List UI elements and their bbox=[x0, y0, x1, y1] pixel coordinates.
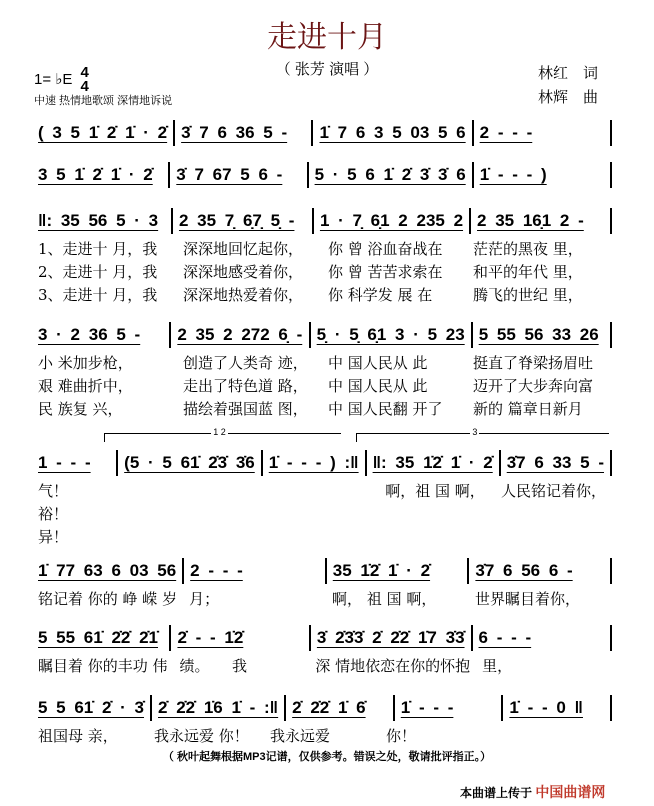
lyric-segment: 2、走进十 月，我 bbox=[38, 263, 158, 281]
lyric-segment: 新的 篇章日新月 bbox=[473, 400, 583, 418]
lyric-segment: 深深地回忆起你， bbox=[183, 240, 304, 258]
measure: 1̇ - - 0 ‖ bbox=[503, 695, 612, 721]
score-system bbox=[32, 322, 612, 421]
lyric-segment: 艰 难曲折中， bbox=[38, 377, 133, 395]
lyric-line bbox=[32, 588, 612, 611]
lyric-segment: 啊， 祖 国 啊， bbox=[332, 590, 437, 608]
measure: 3̇ 7 6 36 5 - bbox=[175, 120, 313, 146]
measure: ‖: 35 1̇2̇ 1̇ · 2̇ bbox=[367, 450, 501, 476]
lyric-segment: 世界瞩目着你， bbox=[475, 590, 581, 608]
measure: 5 5 61̇ 2̇ · 3̇ bbox=[32, 695, 152, 721]
lyric-segment: 我永远爱 bbox=[270, 727, 331, 745]
lyric-segment: 深深地感受着你， bbox=[183, 263, 304, 281]
measure: 5̣ · 5̣ 6̣1 3 · 5 23 bbox=[311, 322, 473, 348]
measure: 2̇ 2̇2̇ 1̇6 1̇ - :‖ bbox=[152, 695, 286, 721]
measure: 3 5 1̇ 2̇ 1̇ · 2̇ bbox=[32, 162, 170, 188]
lyric-segment bbox=[148, 480, 264, 503]
score-system bbox=[32, 450, 612, 549]
score-system bbox=[32, 695, 612, 748]
lyric-segment: 中 国人民从 此 bbox=[328, 354, 428, 372]
key: 1= ♭E bbox=[34, 70, 73, 88]
notation-row bbox=[32, 450, 612, 476]
measure: ‖: 35 56 5 · 3 bbox=[32, 208, 173, 234]
lyric-segment: 铭记着 你的 峥 嵘 岁 bbox=[38, 590, 178, 608]
footer-text: 本曲谱上传于 bbox=[460, 786, 533, 800]
lyric-segment: 啊，祖 国 啊， bbox=[385, 482, 485, 500]
lyric-line bbox=[32, 284, 612, 307]
measure: 1̇ - - - ) bbox=[474, 162, 612, 188]
notation-row bbox=[32, 208, 612, 234]
footer bbox=[460, 782, 605, 802]
transcription-note: （ 秋叶起舞根据MP3记谱，仅供参考。错误之处，敬请批评指正。） bbox=[162, 751, 492, 763]
notation-row bbox=[32, 625, 612, 651]
lyric-segment: 你 曾 浴血奋战在 bbox=[328, 240, 443, 258]
notation-row bbox=[32, 695, 612, 721]
measure: 2 - - - bbox=[184, 558, 327, 584]
composer: 林辉 曲 bbox=[538, 88, 599, 106]
lyric-line bbox=[32, 375, 612, 398]
measure: 5 55 61̇ 2̇2̇ 2̇1̇ bbox=[32, 625, 171, 651]
song-title: 走进十月 bbox=[267, 20, 387, 55]
tempo-marking: 中速 热情地歌颂 深情地诉说 bbox=[34, 95, 173, 107]
notation-row bbox=[32, 120, 612, 146]
lyric-line bbox=[32, 352, 612, 375]
score-system bbox=[32, 558, 612, 611]
notation-row bbox=[32, 558, 612, 584]
lyric-segment: 创造了人类奇 迹， bbox=[183, 354, 308, 372]
lyric-segment: 民 族复 兴， bbox=[38, 400, 123, 418]
lyric-segment: 深深地热爱着你， bbox=[183, 286, 304, 304]
lyric-segment bbox=[264, 503, 380, 526]
lyric-segment: 茫茫的黑夜 里， bbox=[473, 240, 583, 258]
measure: 3̇ 2̇3̇3̇ 2̇ 2̇2̇ 1̇7 3̇3̇ bbox=[311, 625, 473, 651]
lyric-segment bbox=[148, 526, 264, 549]
lyric-segment: 1、走进十 月，我 bbox=[38, 240, 158, 258]
measure: 2 35 7̣ 6̣7̣ 5̣ - bbox=[173, 208, 314, 234]
lyric-segment: 描绘着强国蓝 图， bbox=[183, 400, 308, 418]
lyric-segment bbox=[148, 503, 264, 526]
lyric-segment: 瞩目着 你的丰功 伟 bbox=[38, 657, 168, 675]
measure: 1̇ 7 6 3 5 03 5 6 bbox=[313, 120, 473, 146]
lyric-line bbox=[32, 480, 612, 503]
lyric-segment: 绩。 我 bbox=[179, 657, 248, 675]
lyric-segment: 我永远爱 你！ bbox=[154, 727, 249, 745]
measure: 1 · 7̣ 6̣1 2 235 2 bbox=[314, 208, 471, 234]
measure: 2̇ - - 1̇2̇ bbox=[171, 625, 310, 651]
measure: 5 · 5 6 1̇ 2̇ 3̇ 3̇ 6 bbox=[309, 162, 474, 188]
lyric-segment bbox=[264, 480, 380, 503]
lyric-segment: 挺直了脊梁扬眉吐 bbox=[473, 354, 594, 372]
lyric-segment: 走出了特色道 路， bbox=[183, 377, 308, 395]
lyric-segment: 和平的年代 里， bbox=[473, 263, 583, 281]
measure: 1̇ 77 63 6 03 56 bbox=[32, 558, 184, 584]
lyric-segment: 深 情地依恋在你的怀抱 bbox=[315, 657, 471, 675]
lyric-segment bbox=[264, 526, 380, 549]
measure: 2 - - - bbox=[474, 120, 612, 146]
measure: 6 - - - bbox=[473, 625, 612, 651]
volta-label: 3 bbox=[472, 427, 478, 437]
score-system bbox=[32, 162, 612, 188]
measure: 5 55 56 33 26 bbox=[473, 322, 612, 348]
lyric-segment: 人民铭记着你， bbox=[501, 482, 607, 500]
measure: (5 · 5 61̇ 2̇3̇ 3̇6 bbox=[118, 450, 263, 476]
lyric-segment: 腾飞的世纪 里， bbox=[473, 286, 583, 304]
lyric-segment: 你 曾 苦苦求索在 bbox=[328, 263, 443, 281]
score-system bbox=[32, 120, 612, 146]
lyric-segment: 气！ bbox=[38, 482, 69, 500]
lyricist: 林红 词 bbox=[538, 64, 599, 82]
meter-top: 4 bbox=[80, 64, 89, 81]
lyric-segment: 异！ bbox=[38, 528, 69, 546]
volta-bracket-3 bbox=[356, 427, 609, 442]
meter-bottom: 4 bbox=[80, 78, 89, 95]
measure: 2 35 16̣1 2 - bbox=[471, 208, 612, 234]
key-signature bbox=[34, 66, 89, 94]
measure: 35 1̇2̇ 1̇ · 2̇ bbox=[327, 558, 470, 584]
score-system bbox=[32, 208, 612, 307]
lyric-segment: 小 米加步枪， bbox=[38, 354, 133, 372]
lyric-segment: 你 科学发 展 在 bbox=[328, 286, 433, 304]
measure: 1̇ - - - ) :‖ bbox=[263, 450, 367, 476]
lyric-segment: 3、走进十 月，我 bbox=[38, 286, 158, 304]
notation-row bbox=[32, 322, 612, 348]
notation-row bbox=[32, 162, 612, 188]
lyric-line bbox=[32, 261, 612, 284]
measure: 3̇7 6 56 6 - bbox=[469, 558, 612, 584]
lyric-segment: 裕！ bbox=[38, 505, 69, 523]
lyric-segment bbox=[380, 503, 496, 526]
lyric-segment: 中 国人民从 此 bbox=[328, 377, 428, 395]
site-logo: 中国曲谱网 bbox=[535, 784, 606, 800]
lyric-segment: 你！ bbox=[386, 727, 417, 745]
lyric-line bbox=[32, 526, 612, 549]
lyric-segment: 中 国人民翻 开了 bbox=[328, 400, 443, 418]
lyric-segment bbox=[496, 725, 612, 748]
score-system bbox=[32, 625, 612, 678]
lyric-segment bbox=[380, 526, 496, 549]
singer: （ 张芳 演唱 ） bbox=[275, 61, 379, 78]
time-signature bbox=[81, 66, 89, 94]
measure: 2 35 2 272 6̣ - bbox=[171, 322, 310, 348]
lyric-segment bbox=[496, 526, 612, 549]
lyric-line bbox=[32, 503, 612, 526]
lyric-segment: 月； bbox=[189, 590, 220, 608]
volta-bracket-1-2 bbox=[104, 427, 341, 442]
lyric-line bbox=[32, 655, 612, 678]
lyric-segment: 迈开了大步奔向富 bbox=[473, 377, 594, 395]
measure: 3̇ 7 67 5 6 - bbox=[170, 162, 308, 188]
lyric-segment: 祖国母 亲， bbox=[38, 727, 118, 745]
lyric-line bbox=[32, 238, 612, 261]
measure: 2̇ 2̇2̇ 1̇ 6̇ bbox=[286, 695, 395, 721]
measure: 1 - - - bbox=[32, 450, 118, 476]
lyric-line bbox=[32, 398, 612, 421]
measure: 1̇ - - - bbox=[395, 695, 504, 721]
lyric-segment: 里， bbox=[482, 657, 513, 675]
measure: 3̇7 6 33 5 - bbox=[501, 450, 612, 476]
measure: ( 3 5 1̇ 2̇ 1̇ · 2̇ bbox=[32, 120, 175, 146]
lyric-segment bbox=[496, 503, 612, 526]
volta-label: 1 2 bbox=[213, 427, 226, 437]
lyric-line bbox=[32, 725, 612, 748]
measure: 3 · 2 36 5 - bbox=[32, 322, 171, 348]
